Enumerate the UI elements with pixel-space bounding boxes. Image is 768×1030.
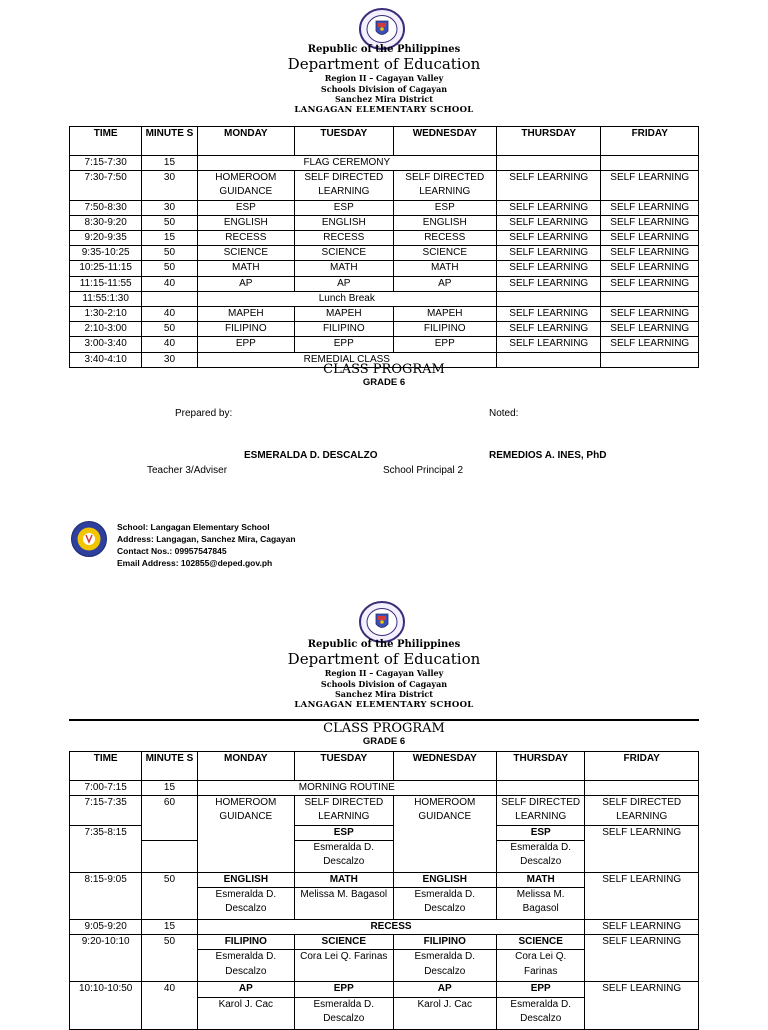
teacher-cell: Esmeralda D. Descalzo — [393, 950, 496, 982]
time-cell: 8:30-9:20 — [70, 215, 142, 230]
thursday-cell: ESP — [497, 825, 585, 840]
col-minutes: MINUTE S — [142, 752, 197, 781]
time-cell: 7:15-7:35 — [70, 796, 142, 825]
division-line: Schools Division of Cagayan — [320, 678, 448, 689]
friday-cell: SELF LEARNING — [601, 261, 699, 276]
department-title: Department of Education — [287, 650, 481, 668]
table-row — [70, 982, 699, 997]
col-wednesday: WEDNESDAY — [393, 127, 496, 156]
teacher-cell: Karol J. Cac — [197, 997, 294, 1029]
minutes-cell: 40 — [142, 276, 197, 291]
prepared-by-label: Prepared by: — [175, 408, 233, 419]
wednesday-cell: HOMEROOM GUIDANCE — [393, 796, 496, 873]
monday-cell: AP — [197, 276, 294, 291]
footer-school: School: Langagan Elementary School — [117, 522, 270, 532]
region-line: Region II – Cagayan Valley — [324, 73, 444, 83]
tuesday-cell: AP — [295, 276, 393, 291]
friday-cell: SELF LEARNING — [601, 200, 699, 215]
teacher-role: Teacher 3/Adviser — [147, 465, 228, 476]
monday-cell: ENGLISH — [197, 215, 294, 230]
republic-line: Republic of the Philippines — [307, 44, 461, 55]
minutes-cell: 40 — [142, 337, 197, 352]
thursday-cell: SELF DIRECTED LEARNING — [497, 796, 585, 825]
thursday-cell: SELF LEARNING — [497, 171, 601, 200]
thursday-cell: EPP — [497, 982, 585, 997]
table-header-row — [70, 752, 699, 781]
wednesday-cell: MATH — [393, 261, 496, 276]
span-cell: REMEDIAL CLASS — [197, 352, 496, 367]
wednesday-cell: ENGLISH — [393, 872, 496, 887]
table-row — [70, 156, 699, 171]
empty-cell — [601, 156, 699, 171]
time-cell: 10:10-10:50 — [70, 982, 142, 1029]
time-cell: 10:25-11:15 — [70, 261, 142, 276]
tuesday-cell: FILIPINO — [295, 322, 393, 337]
wednesday-cell: RECESS — [393, 231, 496, 246]
empty-cell — [497, 156, 601, 171]
minutes-cell: 15 — [142, 920, 197, 935]
col-thursday: THURSDAY — [497, 752, 585, 781]
friday-cell: SELF LEARNING — [585, 935, 699, 982]
span-cell: MORNING ROUTINE — [197, 781, 496, 796]
tuesday-cell: MATH — [295, 261, 393, 276]
wednesday-cell: ENGLISH — [393, 215, 496, 230]
friday-cell: SELF LEARNING — [601, 246, 699, 261]
col-time: TIME — [70, 752, 142, 781]
time-cell: 7:50-8:30 — [70, 200, 142, 215]
thursday-cell: SELF LEARNING — [497, 337, 601, 352]
table-row — [70, 231, 699, 246]
friday-cell: SELF LEARNING — [601, 307, 699, 322]
table-row — [70, 872, 699, 887]
wednesday-cell: AP — [393, 276, 496, 291]
thursday-cell: SELF LEARNING — [497, 200, 601, 215]
tuesday-cell: EPP — [295, 982, 393, 997]
thursday-cell: SELF LEARNING — [497, 215, 601, 230]
time-cell: 7:00-7:15 — [70, 781, 142, 796]
table-row — [70, 781, 699, 796]
wednesday-cell: FILIPINO — [393, 322, 496, 337]
time-cell: 9:05-9:20 — [70, 920, 142, 935]
friday-cell: SELF LEARNING — [601, 276, 699, 291]
footer-contact: Contact Nos.: 09957547845 — [117, 546, 227, 556]
empty-cell — [497, 291, 601, 306]
teacher-cell: Esmeralda D. Descalzo — [295, 840, 393, 872]
time-cell: 7:30-7:50 — [70, 171, 142, 200]
col-friday: FRIDAY — [601, 127, 699, 156]
tuesday-cell: ESP — [295, 200, 393, 215]
school-footer — [117, 521, 296, 569]
class-program-title-2 — [0, 721, 768, 747]
col-tuesday: TUESDAY — [295, 752, 393, 781]
minutes-cell: 30 — [142, 352, 197, 367]
monday-cell: FILIPINO — [197, 935, 294, 950]
col-time: TIME — [70, 127, 142, 156]
col-tuesday: TUESDAY — [295, 127, 393, 156]
time-cell: 8:15-9:05 — [70, 872, 142, 919]
minutes-cell: 50 — [142, 322, 197, 337]
empty-cell — [497, 781, 585, 796]
time-cell: 11:55:1:30 — [70, 291, 142, 306]
division-line: Schools Division of Cagayan — [320, 83, 448, 94]
table-row — [70, 171, 699, 200]
wednesday-cell: ESP — [393, 200, 496, 215]
thursday-cell: SELF LEARNING — [497, 231, 601, 246]
time-cell: 2:10-3:00 — [70, 322, 142, 337]
col-monday: MONDAY — [197, 752, 294, 781]
monday-cell: ESP — [197, 200, 294, 215]
tuesday-cell: SELF DIRECTED LEARNING — [295, 796, 393, 825]
footer-email: Email Address: 102855@deped.gov.ph — [117, 558, 273, 568]
grade-label: GRADE 6 — [362, 736, 406, 747]
thursday-cell: SELF LEARNING — [497, 276, 601, 291]
col-thursday: THURSDAY — [497, 127, 601, 156]
table-row — [70, 276, 699, 291]
thursday-cell: SELF LEARNING — [497, 246, 601, 261]
span-cell: Lunch Break — [197, 291, 496, 306]
monday-cell: EPP — [197, 337, 294, 352]
time-cell: 9:35-10:25 — [70, 246, 142, 261]
page-title: CLASS PROGRAM — [323, 721, 445, 736]
monday-cell: MAPEH — [197, 307, 294, 322]
time-cell: 7:15-7:30 — [70, 156, 142, 171]
monday-cell: HOMEROOM GUIDANCE — [197, 796, 294, 873]
class-program-table-2 — [69, 751, 699, 1030]
page-title: CLASS PROGRAM — [323, 362, 445, 377]
friday-cell: SELF LEARNING — [601, 171, 699, 200]
monday-cell: RECESS — [197, 231, 294, 246]
time-cell: 11:15-11:55 — [70, 276, 142, 291]
monday-cell: AP — [197, 982, 294, 997]
friday-cell: SELF LEARNING — [601, 337, 699, 352]
principal-name: REMEDIOS A. INES, PhD — [489, 450, 607, 461]
table-row — [70, 322, 699, 337]
friday-cell: SELF LEARNING — [601, 215, 699, 230]
table-row — [70, 261, 699, 276]
minutes-cell: 40 — [142, 307, 197, 322]
time-cell: 9:20-10:10 — [70, 935, 142, 982]
minutes-cell: 50 — [142, 246, 197, 261]
department-title: Department of Education — [287, 55, 481, 73]
teacher-cell: Cora Lei Q. Farinas — [295, 950, 393, 982]
tuesday-cell: ESP — [295, 825, 393, 840]
tuesday-cell: ENGLISH — [295, 215, 393, 230]
table-row — [70, 215, 699, 230]
friday-cell: SELF LEARNING — [601, 231, 699, 246]
minutes-cell: 15 — [142, 231, 197, 246]
teacher-cell: Karol J. Cac — [393, 997, 496, 1029]
wednesday-cell: FILIPINO — [393, 935, 496, 950]
grade-label: GRADE 6 — [362, 377, 406, 388]
minutes-cell: 50 — [142, 261, 197, 276]
region-line: Region II – Cagayan Valley — [324, 668, 444, 678]
thursday-cell: SELF LEARNING — [497, 322, 601, 337]
wednesday-cell: SCIENCE — [393, 246, 496, 261]
teacher-cell: Esmeralda D. Descalzo — [197, 888, 294, 920]
empty-cell — [585, 781, 699, 796]
col-monday: MONDAY — [197, 127, 294, 156]
col-friday: FRIDAY — [585, 752, 699, 781]
table-header-row — [70, 127, 699, 156]
minutes-cell: 50 — [142, 215, 197, 230]
teacher-cell: Esmeralda D. Descalzo — [197, 950, 294, 982]
table-row — [70, 796, 699, 825]
col-minutes: MINUTE S — [142, 127, 197, 156]
class-program-table-1 — [69, 126, 699, 368]
thursday-cell: SCIENCE — [497, 935, 585, 950]
teacher-cell: Esmeralda D. Descalzo — [497, 840, 585, 872]
wednesday-cell: SELF DIRECTED LEARNING — [393, 171, 496, 200]
minutes-cell: 30 — [142, 171, 197, 200]
school-line: LANGAGAN ELEMENTARY SCHOOL — [294, 699, 474, 710]
span-cell: RECESS — [197, 920, 585, 935]
friday-cell: SELF DIRECTED LEARNING — [585, 796, 699, 825]
minutes-cell — [142, 291, 197, 306]
teacher-cell: Melissa M. Bagasol — [295, 888, 393, 920]
table-row — [70, 200, 699, 215]
teacher-cell: Esmeralda D. Descalzo — [295, 997, 393, 1029]
teacher-cell: Esmeralda D. Descalzo — [393, 888, 496, 920]
tuesday-cell: MATH — [295, 872, 393, 887]
tuesday-cell: RECESS — [295, 231, 393, 246]
teacher-cell: Melissa M. Bagasol — [497, 888, 585, 920]
page1-header — [0, 44, 768, 115]
wednesday-cell: EPP — [393, 337, 496, 352]
page2-header — [0, 639, 768, 710]
table-row — [70, 246, 699, 261]
thursday-cell: SELF LEARNING — [497, 307, 601, 322]
empty-cell — [142, 840, 197, 872]
teacher-name: ESMERALDA D. DESCALZO — [244, 450, 378, 461]
friday-cell: SELF LEARNING — [585, 872, 699, 919]
minutes-cell: 50 — [142, 935, 197, 982]
school-logo-icon — [70, 520, 108, 558]
empty-cell — [601, 291, 699, 306]
republic-line: Republic of the Philippines — [307, 639, 461, 650]
deped-seal-icon — [357, 601, 407, 643]
time-cell: 9:20-9:35 — [70, 231, 142, 246]
table-row — [70, 291, 699, 306]
class-program-title-1 — [0, 362, 768, 388]
thursday-cell: SELF LEARNING — [497, 261, 601, 276]
tuesday-cell: EPP — [295, 337, 393, 352]
tuesday-cell: MAPEH — [295, 307, 393, 322]
tuesday-cell: SCIENCE — [295, 246, 393, 261]
time-cell: 7:35-8:15 — [70, 825, 142, 872]
col-wednesday: WEDNESDAY — [393, 752, 496, 781]
time-cell: 3:00-3:40 — [70, 337, 142, 352]
friday-cell: SELF LEARNING — [585, 825, 699, 872]
minutes-cell: 15 — [142, 781, 197, 796]
teacher-cell: Cora Lei Q. Farinas — [497, 950, 585, 982]
teacher-cell: Esmeralda D. Descalzo — [497, 997, 585, 1029]
school-line: LANGAGAN ELEMENTARY SCHOOL — [294, 104, 474, 115]
minutes-cell: 50 — [142, 872, 197, 919]
friday-cell: SELF LEARNING — [601, 322, 699, 337]
principal-role: School Principal 2 — [383, 465, 464, 476]
district-line: Sanchez Mira District — [335, 689, 433, 699]
minutes-cell: 40 — [142, 982, 197, 1029]
table-row — [70, 935, 699, 950]
table-row — [70, 920, 699, 935]
monday-cell: ENGLISH — [197, 872, 294, 887]
friday-cell: SELF LEARNING — [585, 982, 699, 1029]
time-cell: 3:40-4:10 — [70, 352, 142, 367]
minutes-cell: 30 — [142, 200, 197, 215]
district-line: Sanchez Mira District — [335, 94, 433, 104]
wednesday-cell: AP — [393, 982, 496, 997]
thursday-cell: MATH — [497, 872, 585, 887]
friday-cell: SELF LEARNING — [585, 920, 699, 935]
footer-address: Address: Langagan, Sanchez Mira, Cagayan — [117, 534, 296, 544]
table-row — [70, 337, 699, 352]
monday-cell: SCIENCE — [197, 246, 294, 261]
noted-label: Noted: — [489, 408, 519, 419]
wednesday-cell: MAPEH — [393, 307, 496, 322]
span-cell: FLAG CEREMONY — [197, 156, 496, 171]
time-cell: 1:30-2:10 — [70, 307, 142, 322]
minutes-cell: 15 — [142, 156, 197, 171]
minutes-cell: 60 — [142, 796, 197, 841]
monday-cell: FILIPINO — [197, 322, 294, 337]
tuesday-cell: SCIENCE — [295, 935, 393, 950]
monday-cell: HOMEROOM GUIDANCE — [197, 171, 294, 200]
monday-cell: MATH — [197, 261, 294, 276]
tuesday-cell: SELF DIRECTED LEARNING — [295, 171, 393, 200]
table-row — [70, 307, 699, 322]
